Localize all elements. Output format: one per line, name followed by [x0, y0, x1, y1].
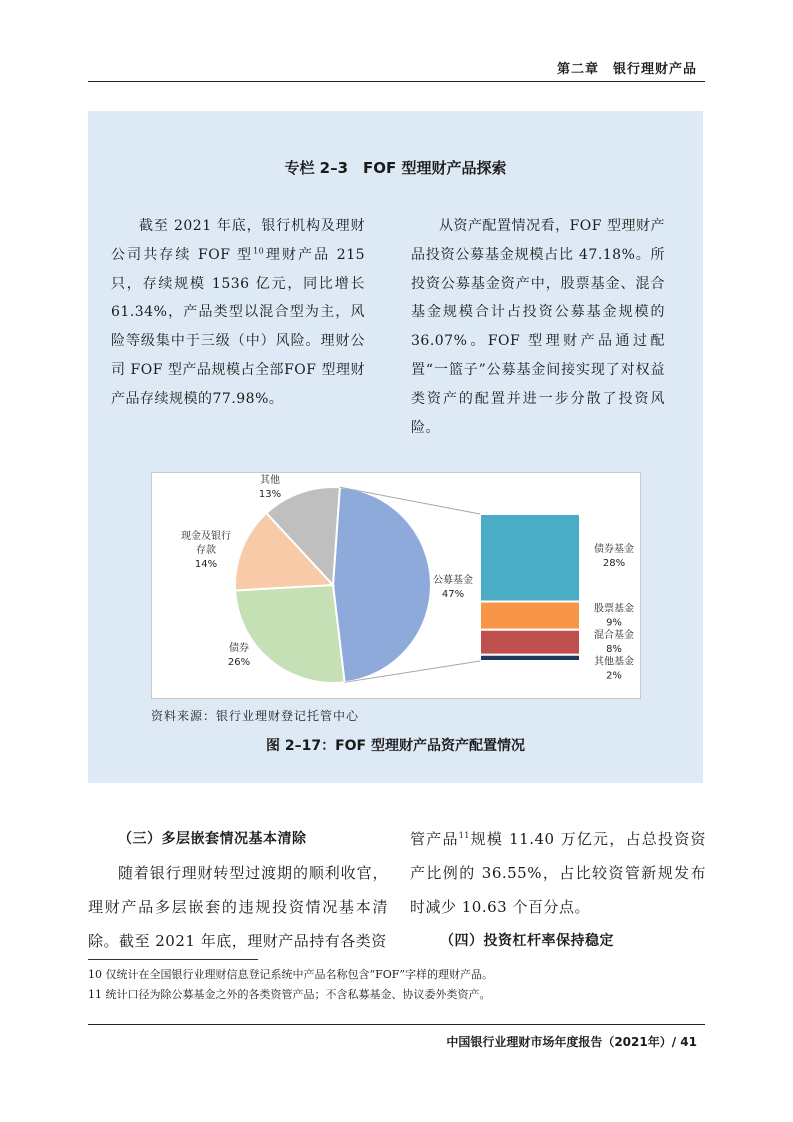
pie-label-value: 47%	[441, 589, 465, 600]
chart-svg	[152, 473, 640, 698]
pie-label-name: 公募基金	[433, 575, 473, 586]
section3-paragraph: 随着银行理财转型过渡期的顺利收官，理财产品多层嵌套的违规投资情况基本清除。截至 2021 年底，理财产品持有各类资	[88, 864, 388, 950]
page-footer: 中国银行业理财市场年度报告（2021年）/ 41	[446, 1035, 697, 1049]
bar-segment	[480, 602, 580, 630]
footnote-10: 10 仅统计在全国银行业理财信息登记系统中产品名称包含“FOF”字样的理财产品。	[88, 968, 494, 981]
bar-label-value: 8%	[606, 644, 622, 656]
body-left-column	[88, 822, 388, 958]
pie-slice	[333, 487, 431, 682]
chart-source: 资料来源：银行业理财登记托管中心	[151, 709, 360, 723]
bar-segment	[480, 514, 580, 602]
bar-label-name: 混合基金	[594, 630, 634, 642]
box-left-text-a: 截至 2021 年底，银行机构及理财公司共存续 FOF 型	[111, 218, 365, 263]
bar-label-value: 2%	[606, 670, 622, 682]
pie-label-name: 其他	[260, 475, 280, 486]
box-left-text-b: 理财产品 215 只，存续规模 1536 亿元，同比增长 61.34%，产品类型以混合型为主，风险等级集中于三级（中）风险。理财公司 FOF 型产品规模占全部FOF 型理财产品存续规模的77.98%。	[111, 246, 366, 407]
bar-segment	[480, 630, 580, 655]
box-right-paragraph: 从资产配置情况看，FOF 型理财产品投资公募基金规模占比 47.18%。所投资公募基金资产中，股票基金、混合基金规模合计占投资公募基金规模的 36.07%。FOF 型理财产品通过配置“一篮子”公募基金间接实现了对权益类资产的配置并进一步分散了投资风险。	[411, 218, 665, 436]
bar-segment	[480, 655, 580, 661]
pie-slice	[235, 585, 344, 683]
pie-label-name: 存款	[196, 545, 216, 556]
footer-rule	[88, 1024, 705, 1025]
pie-label-name: 债券	[229, 643, 249, 654]
footnote-rule	[88, 959, 258, 960]
sidebar-box	[88, 111, 703, 783]
footnote-ref-10: 10	[253, 246, 265, 256]
section4-heading: （四）投资杠杆率保持稳定	[440, 933, 614, 949]
footnote-ref-11: 11	[458, 831, 470, 840]
header-rule	[88, 81, 705, 82]
asset-allocation-chart	[151, 472, 641, 699]
chapter-header: 第二章 银行理财产品	[556, 62, 697, 77]
bar-label-name: 债券基金	[594, 543, 634, 555]
section3-heading: （三）多层嵌套情况基本清除	[118, 831, 307, 847]
continued-text-b: 规模 11.40 万亿元，占总投资资产比例的 36.55%，占比较资管新规发布时减少 10.63 个百分点。	[410, 830, 706, 916]
pie-label-value: 13%	[258, 489, 282, 500]
bar-label-name: 其他基金	[594, 656, 634, 668]
bar-label-value: 28%	[602, 557, 626, 569]
box-title: 专栏 2–3 FOF 型理财产品探索	[284, 159, 507, 177]
footnote-11: 11 统计口径为除公募基金之外的各类资管产品；不含私募基金、协议委外类资产。	[88, 988, 491, 1001]
pie-label-value: 26%	[227, 657, 251, 668]
box-left-paragraph	[111, 212, 365, 414]
bar-label-name: 股票基金	[594, 603, 634, 615]
box-left-column	[111, 212, 365, 414]
continued-text-a: 管产品	[410, 830, 459, 848]
bar-label-value: 9%	[606, 617, 622, 629]
box-right-column	[411, 212, 665, 442]
pie-label-value: 14%	[194, 559, 218, 570]
pie-label-name: 现金及银行	[181, 531, 231, 542]
section3-continued	[410, 822, 706, 924]
body-right-column	[410, 822, 706, 958]
figure-caption: 图 2–17：FOF 型理财产品资产配置情况	[266, 738, 525, 754]
